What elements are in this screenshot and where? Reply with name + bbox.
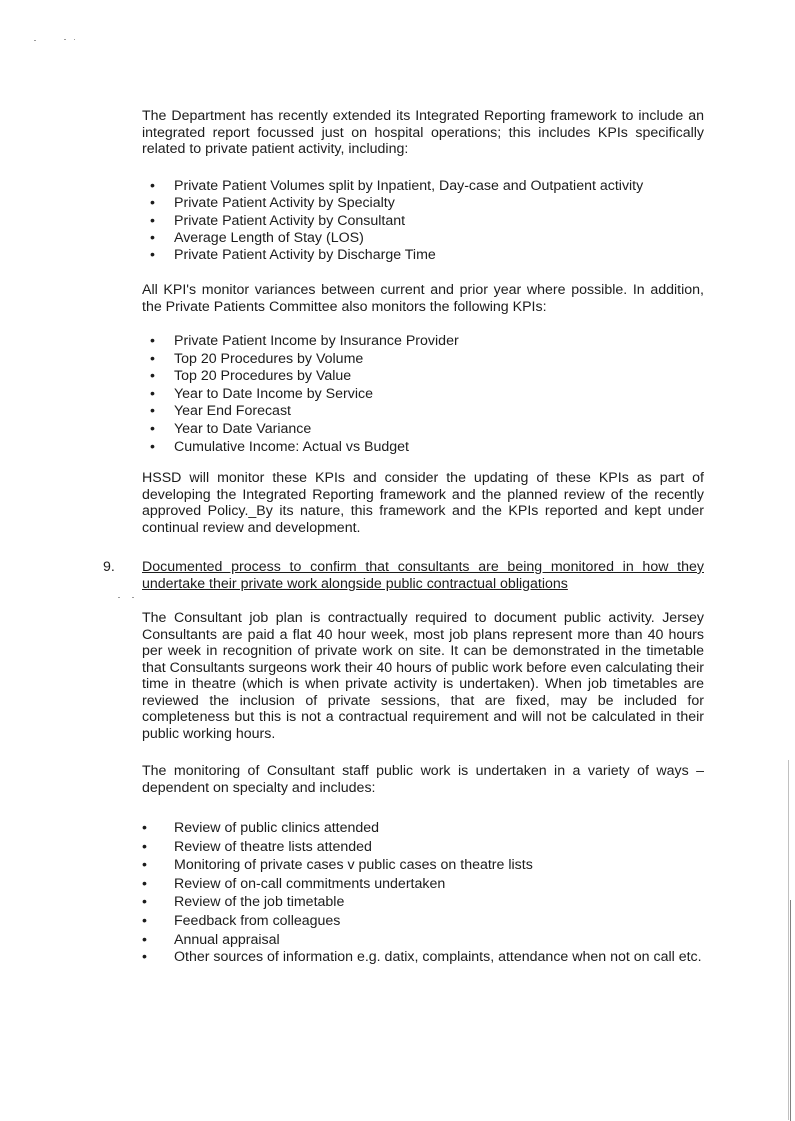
monitoring-list xyxy=(142,819,704,966)
bullet-icon: • xyxy=(142,894,147,911)
bullet-icon: • xyxy=(150,368,155,385)
section-heading: Documented process to confirm that consultants are being monitored in how they undertake their private work alongside public contractual obligations xyxy=(142,559,704,592)
list-item: • Private Patient Volumes split by Inpatient, Day-case and Outpatient activity xyxy=(150,178,644,194)
bullet-icon: • xyxy=(150,333,155,349)
list-item: • Top 20 Procedures by Value xyxy=(150,368,352,385)
kpi-list-2 xyxy=(142,333,704,456)
scan-edge-line xyxy=(788,760,789,1120)
list-item: • Private Patient Income by Insurance Provider xyxy=(150,333,459,349)
list-item: • Top 20 Procedures by Volume xyxy=(150,350,364,367)
bullet-icon: • xyxy=(150,350,155,367)
bullet-icon: • xyxy=(142,838,147,855)
bullet-icon: • xyxy=(142,912,147,929)
bullet-icon: • xyxy=(142,875,147,892)
list-item: • Year End Forecast xyxy=(150,403,291,420)
bullet-icon: • xyxy=(150,385,155,402)
list-item: • Review of theatre lists attended xyxy=(142,838,372,855)
list-item: • Private Patient Activity by Discharge Time xyxy=(150,247,436,264)
scan-edge-line xyxy=(790,900,791,1121)
bullet-icon: • xyxy=(150,195,155,212)
scan-speck xyxy=(34,40,36,41)
bullet-icon: • xyxy=(150,229,155,246)
scan-speck xyxy=(118,597,120,598)
list-item: • Private Patient Activity by Consultant xyxy=(150,212,406,229)
bullet-icon: • xyxy=(150,403,155,420)
list-item: • Feedback from colleagues xyxy=(142,912,341,929)
list-item: • Review of public clinics attended xyxy=(142,820,380,836)
variance-paragraph: All KPI's monitor variances between current and prior year where possible. In addition, the Private Patients Committee also monitors the following KPIs: xyxy=(142,282,704,315)
section-number: 9. xyxy=(103,559,115,575)
bullet-icon: • xyxy=(150,438,155,455)
monitoring-paragraph: The monitoring of Consultant staff public work is undertaken in a variety of ways – dependent on specialty and includes: xyxy=(142,763,704,796)
bullet-icon: • xyxy=(150,212,155,229)
list-item: • Monitoring of private cases v public cases on theatre lists xyxy=(142,857,533,874)
list-item: • Average Length of Stay (LOS) xyxy=(150,229,364,246)
bullet-icon: • xyxy=(150,420,155,437)
bullet-icon: • xyxy=(142,931,147,948)
list-item: • Year to Date Variance xyxy=(150,420,312,437)
bullet-icon: • xyxy=(150,247,155,264)
scan-speck xyxy=(132,597,134,598)
hssd-paragraph: HSSD will monitor these KPIs and consider the updating of these KPIs as part of developing the Integrated Reporting framework and the planned review of the recently approved Policy._By its nature, this framework and the KPIs reported and kept under continual review and development. xyxy=(142,470,704,536)
list-item: • Review of the job timetable xyxy=(142,894,345,911)
scan-speck xyxy=(64,39,66,40)
bullet-icon: • xyxy=(142,820,147,836)
scan-speck xyxy=(74,39,75,40)
bullet-icon: • xyxy=(142,857,147,874)
list-item: • Other sources of information e.g. datix, complaints, attendance when not on call etc. xyxy=(142,949,702,966)
list-item: • Review of on-call commitments undertaken xyxy=(142,875,446,892)
job-plan-paragraph: The Consultant job plan is contractually required to document public activity. Jersey Consultants are paid a flat 40 hour week, most job plans represent more than 40 hours per week in recognition of private work on site. It can be demonstrated in the timetable that Consultants surgeons work their 40 hours of public work before even calculating their time in theatre (which is when private activity is undertaken). When job timetables are reviewed the inclusion of private sessions, that are fixed, may be included for completeness but this is not a contractual requirement and will not be calculated in their public working hours. xyxy=(142,610,704,742)
list-item: • Private Patient Activity by Specialty xyxy=(150,195,395,212)
bullet-icon: • xyxy=(150,178,155,194)
kpi-list-1 xyxy=(142,178,704,264)
list-item: • Year to Date Income by Service xyxy=(150,385,373,402)
list-item: • Cumulative Income: Actual vs Budget xyxy=(150,438,410,455)
bullet-icon: • xyxy=(142,949,147,966)
intro-paragraph: The Department has recently extended its Integrated Reporting framework to include an integrated report focussed just on hospital operations; this includes KPIs specifically related to private patient activity, including: xyxy=(142,108,704,157)
list-item: • Annual appraisal xyxy=(142,931,280,948)
